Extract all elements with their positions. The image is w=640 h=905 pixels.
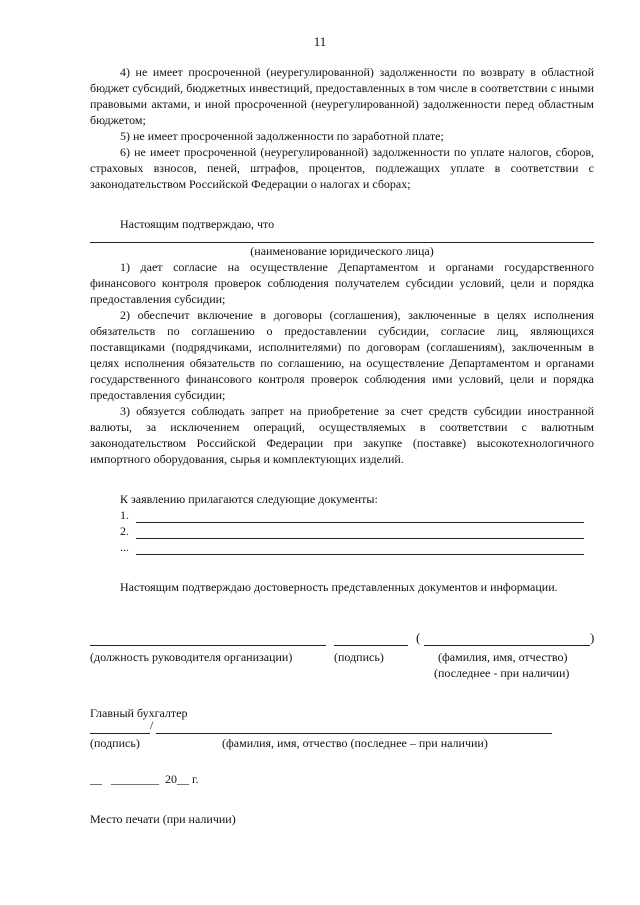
consent-paragraph-2: 2) обеспечит включение в договоры (соглашения), заключенные в целях исполнения обязательств по соглашению о предоставлении субсидии, согласие лиц, являющихся поставщиками (подрядчиками, исполнителями) по договорам (соглашениям), заключенным в целях исполнения обязательств по соглашению, на осуществление Департаментом и органами государственного финансового контроля проверок соблюдения ими условий, цели и порядка предоставления субсидии; — [90, 308, 594, 402]
page-number: 11 — [313, 34, 327, 49]
accountant-name-line — [156, 719, 552, 734]
position-caption: (должность руководителя организации) — [90, 650, 293, 664]
confirm-intro: Настоящим подтверждаю, что — [120, 217, 275, 231]
signature-line — [334, 631, 408, 646]
date-year: 20__ г. — [165, 772, 199, 786]
attachment-item — [90, 539, 594, 555]
attachment-number: ... — [120, 540, 129, 554]
accountant-signature-block — [90, 718, 594, 757]
attachment-line — [136, 542, 584, 555]
date-line — [90, 771, 594, 787]
attachments-intro: К заявлению прилагаются следующие документы: — [120, 492, 378, 506]
date-month: ________ — [111, 772, 159, 786]
attachment-item — [90, 507, 594, 523]
condition-paragraph-4: 4) не имеет просроченной (неурегулированной) задолженности по возврату в областной бюджет субсидий, бюджетных инвестиций, предоставленных в том числе в соответствии с иными правовыми актами, и иной просроченной (неурегулированной) задолженности перед областным бюджетом; — [90, 65, 594, 127]
legal-entity-caption: (наименование юридического лица) — [250, 244, 434, 258]
signature-caption: (подпись) — [334, 650, 384, 664]
name-line — [424, 631, 590, 646]
consent-paragraph-3: 3) обязуется соблюдать запрет на приобретение за счет средств субсидии иностранной валюты, за исключением операций, осуществляемых в соответствии с валютным законодательством Российской Федерации при закупке (поставке) высокотехнологичного импортного оборудования, сырья и комплектующих изделий. — [90, 404, 594, 466]
attachment-line — [136, 510, 584, 523]
legal-entity-line — [90, 232, 594, 243]
document-body — [90, 64, 594, 827]
accountant-signature-line — [90, 719, 150, 734]
name-note: (последнее - при наличии) — [434, 666, 570, 680]
condition-paragraph-5: 5) не имеет просроченной задолженности по заработной плате; — [120, 129, 444, 143]
name-caption: (фамилия, имя, отчество) — [438, 650, 568, 664]
attachment-item — [90, 523, 594, 539]
condition-paragraph-6: 6) не имеет просроченной (неурегулированной) задолженности по уплате налогов, сборов, страховых взносов, пеней, штрафов, процентов, подлежащих уплате в соответствии с законодательством Российской Федерации о налогах и сборах; — [90, 145, 594, 191]
attachment-line — [136, 526, 584, 539]
consent-paragraph-1: 1) дает согласие на осуществление Департаментом и органами государственного финансового контроля проверок соблюдения получателем субсидии условий, цели и порядка предоставления субсидии; — [90, 260, 594, 306]
date-day: __ — [90, 772, 102, 786]
accountant-slash: / — [150, 718, 154, 732]
signature-block — [90, 631, 594, 681]
name-open-paren: ( — [416, 630, 421, 645]
attachment-number: 2. — [120, 524, 129, 538]
position-line — [90, 631, 326, 646]
name-close-paren: ) — [590, 630, 595, 645]
accountant-name-caption: (фамилия, имя, отчество (последнее – при наличии) — [222, 736, 488, 750]
attachment-number: 1. — [120, 508, 129, 522]
chief-accountant-title: Главный бухгалтер — [90, 706, 188, 720]
accountant-signature-caption: (подпись) — [90, 736, 140, 750]
stamp-place: Место печати (при наличии) — [90, 812, 236, 826]
authenticity-statement: Настоящим подтверждаю достоверность представленных документов и информации. — [120, 580, 558, 594]
